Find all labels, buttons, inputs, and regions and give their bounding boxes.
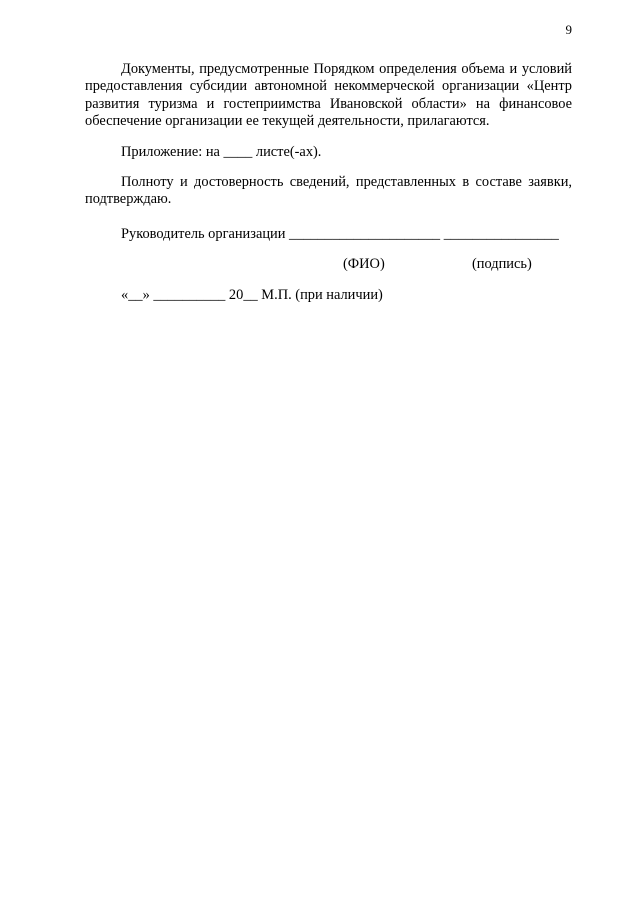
document-body — [85, 61, 572, 305]
date-stamp-line: «__» __________ 20__ М.П. (при наличии) — [121, 287, 383, 304]
signature-block — [85, 226, 572, 273]
confirmation-paragraph: Полноту и достоверность сведений, представленных в составе заявки, подтверждаю. — [85, 174, 572, 208]
signature-caption: (подпись) — [472, 256, 532, 273]
appendix-paragraph: Приложение: на ____ листе(-ах). — [121, 143, 322, 160]
signature-line: Руководитель организации _____________________ ________________ — [121, 225, 559, 242]
page-number: 9 — [565, 22, 572, 37]
documents-paragraph: Документы, предусмотренные Порядком определения объема и условий предоставления субсидии автономной некоммерческой организации «Центр развития туризма и гостеприимства Ивановской области» на финансовое обеспечение организации ее текущей деятельности, прилагаются. — [85, 61, 572, 130]
signature-captions — [85, 256, 572, 273]
fio-caption: (ФИО) — [343, 256, 385, 273]
